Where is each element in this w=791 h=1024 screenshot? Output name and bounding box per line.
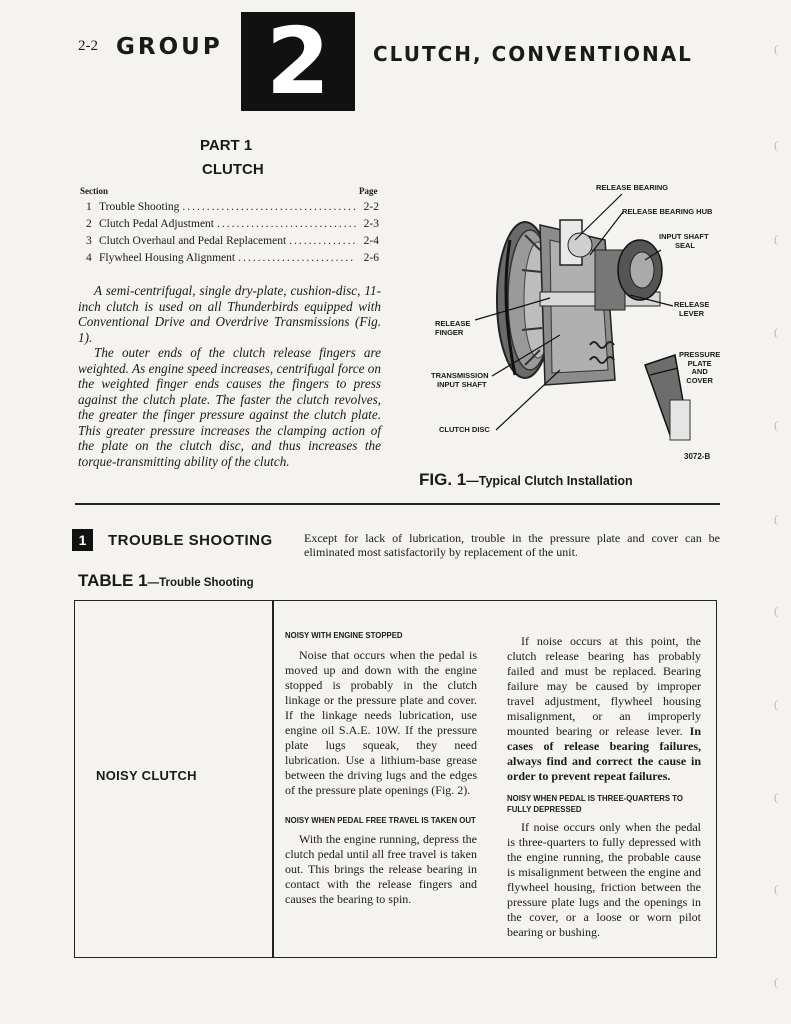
label-input-shaft-seal — [659, 233, 709, 250]
toc-leader-dots — [238, 252, 356, 264]
paragraph-bold-text: In cases of release bearing failures, always find and correct the cause in order to prevent repeat failures. — [507, 724, 701, 783]
margin-mark: ( — [774, 790, 778, 804]
group-number-block — [241, 8, 355, 115]
toc-section-header: Section — [80, 186, 108, 196]
label-line: TRANSMISSION — [431, 371, 489, 380]
toc-item-number: 4 — [86, 252, 92, 264]
intro-paragraph-1: A semi-centrifugal, single dry-plate, cushion-disc, 11-inch clutch is used on all Thunderbirds equipped with Conventional Drive and Overdrive Transmissions (Fig. 1). — [78, 283, 381, 345]
label-line: SEAL — [675, 240, 696, 250]
label-line: PRESSURE — [679, 350, 721, 359]
group-label: GROUP — [116, 34, 223, 60]
label-release-bearing: RELEASE BEARING — [596, 183, 669, 192]
toc-item-label: Clutch Overhaul and Pedal Replacement — [99, 235, 287, 247]
group-number: 2 — [265, 8, 330, 115]
label-release-finger — [435, 320, 470, 337]
clutch-figure — [430, 180, 730, 450]
label-line: PLATE — [687, 358, 712, 368]
paragraph-text: If noise occurs at this point, the clutch release bearing has probably failed and must be replaced. Bearing failure may be caused by improper travel adjustment, flywheel housing misalignment, or an improperly mounted bearing or release lever. — [507, 634, 701, 738]
margin-mark: ( — [774, 512, 778, 526]
toc-item-number: 2 — [86, 218, 92, 230]
subhead-fully-depressed: NOISY WHEN PEDAL IS THREE-QUARTERS TO FULLY DEPRESSED — [507, 794, 683, 814]
paragraph-fully-depressed: If noise occurs only when the pedal is three-quarters to fully depressed with the engine running, the probable cause is misalignment between the engine and flywheel housing, friction between the pressure plate lugs and the openings in the cover, or a loose or worn pilot bearing or bushing. — [507, 820, 701, 939]
section-divider — [75, 503, 720, 505]
margin-mark: ( — [774, 975, 778, 989]
toc-item-label: Flywheel Housing Alignment — [99, 252, 236, 264]
label-pressure-plate — [679, 351, 720, 385]
section-number-badge: 1 — [72, 529, 93, 551]
subhead-free-travel: NOISY WHEN PEDAL FREE TRAVEL IS TAKEN OUT — [285, 815, 476, 825]
label-release-bearing-hub: RELEASE BEARING HUB — [622, 207, 713, 216]
page-number: 2-2 — [78, 38, 98, 54]
margin-mark: ( — [774, 604, 778, 618]
table-column-divider — [272, 600, 274, 958]
toc-item-page: 2-2 — [363, 201, 379, 213]
paragraph-engine-stopped: Noise that occurs when the pedal is moved up and down with the engine stopped is probably in the clutch linkage or the pressure plate and cover. If the linkage needs lubrication, use engine oil S.A.E. 10W. If the pressure plate lugs squeak, they need lubrication. Use a lithium-base grease between the driving lugs and the edges of the pressure plate openings (Fig. 2). — [285, 647, 477, 797]
margin-mark: ( — [774, 418, 778, 432]
toc-item-number: 1 — [86, 201, 92, 213]
margin-mark: ( — [774, 138, 778, 152]
section-title: TROUBLE SHOOTING — [108, 532, 273, 549]
label-line: INPUT SHAFT — [437, 379, 487, 389]
toc-item-page: 2-6 — [363, 252, 379, 264]
figure-caption-label: FIG. 1 — [419, 470, 467, 489]
toc-item — [86, 252, 379, 269]
toc-leader-dots — [289, 235, 356, 247]
part-title: CLUTCH — [202, 161, 264, 178]
label-line: FINGER — [435, 327, 464, 337]
figure-caption — [419, 470, 633, 490]
figure-number: 3072-B — [684, 452, 711, 461]
table-title-text: —Trouble Shooting — [147, 577, 254, 589]
toc-page-header: Page — [359, 186, 378, 196]
table-column-b — [507, 634, 701, 940]
toc-item — [86, 235, 379, 252]
toc-item-number: 3 — [86, 235, 92, 247]
table-column-a — [285, 631, 477, 907]
margin-mark: ( — [774, 325, 778, 339]
label-clutch-disc: CLUTCH DISC — [439, 425, 490, 434]
toc-item-page: 2-3 — [363, 218, 379, 230]
label-line: COVER — [686, 375, 713, 385]
label-line: LEVER — [679, 308, 705, 318]
subhead-engine-stopped: NOISY WITH ENGINE STOPPED — [285, 631, 403, 640]
label-line: INPUT SHAFT — [659, 232, 709, 241]
toc-item — [86, 201, 379, 218]
section-intro-text: Except for lack of lubrication, trouble in the pressure plate and cover can be eliminated most satisfactorily by replacement of the unit. — [304, 531, 720, 559]
label-line: RELEASE — [435, 319, 471, 328]
table-row-label: NOISY CLUTCH — [96, 768, 197, 783]
table-title-number: TABLE 1 — [78, 571, 148, 590]
toc-item-label: Trouble Shooting — [99, 201, 180, 213]
label-line: RELEASE — [674, 300, 710, 309]
figure-caption-text: —Typical Clutch Installation — [466, 474, 633, 488]
margin-mark: ( — [774, 232, 778, 246]
paragraph-free-travel: With the engine running, depress the clutch pedal until all free travel is taken out. This brings the release bearing in contact with the release fingers and causes the bearing to spin. — [285, 832, 477, 906]
toc-item-page: 2-4 — [363, 235, 379, 247]
label-release-lever — [674, 301, 709, 318]
intro-text — [78, 283, 381, 469]
label-line: AND — [691, 367, 708, 376]
margin-mark: ( — [774, 882, 778, 896]
chapter-title: CLUTCH, CONVENTIONAL — [373, 42, 693, 66]
toc-item — [86, 218, 379, 235]
toc-leader-dots — [182, 201, 356, 213]
margin-mark: ( — [774, 697, 778, 711]
toc-leader-dots — [217, 218, 356, 230]
label-transmission-input-shaft — [431, 372, 489, 389]
margin-mark: ( — [774, 42, 778, 56]
toc-item-label: Clutch Pedal Adjustment — [99, 218, 214, 230]
table-title — [78, 571, 254, 591]
intro-paragraph-2: The outer ends of the clutch release fingers are weighted. As engine speed increases, centrifugal force on the weighted finger ends causes the fingers to press against the clutch plate. The faster the clutch revolves, the greater the finger pressure against the clutch plate. This greater pressure increases the clamping action of the plate on the clutch disc, and thus increases the torque-transmitting ability of the clutch. — [78, 345, 381, 469]
part-number: PART 1 — [200, 137, 253, 154]
paragraph-release-bearing — [507, 634, 701, 784]
